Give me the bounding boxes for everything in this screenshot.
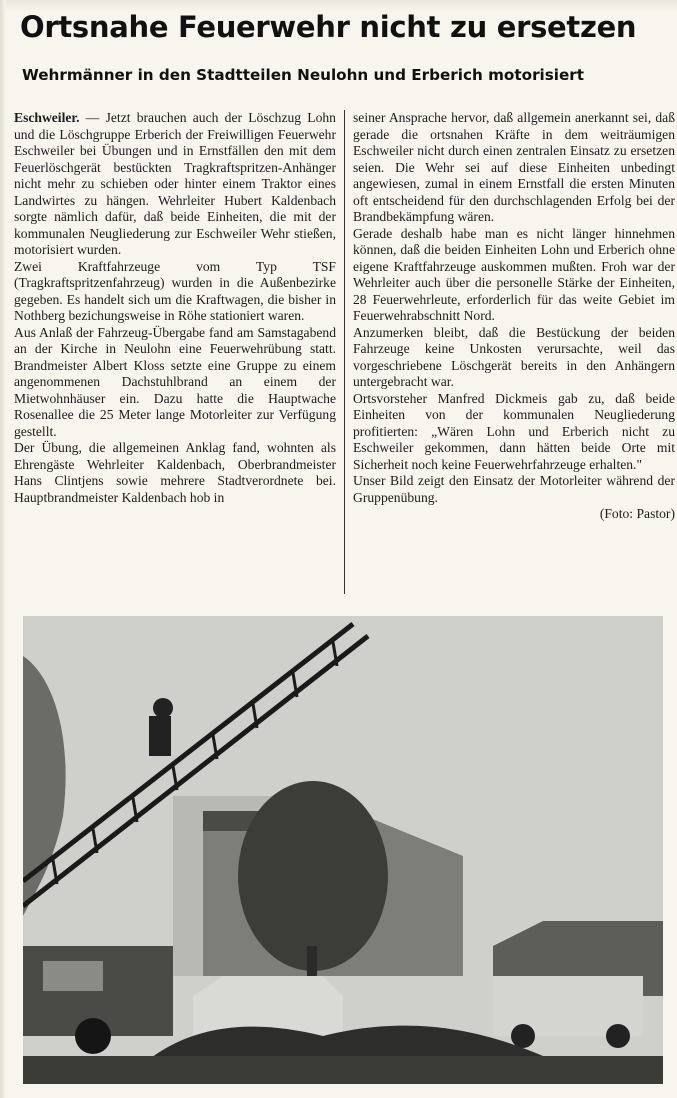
article-paragraph: Aus Anlaß der Fahrzeug-Übergabe fand am Samstagabend an der Kirche in Neulohn eine Feuerwehrübung statt. Brandmeister Albert Kloss setzte eine Gruppe zu einem angenommenen Dachstuhlbrand an einem der Mietwohnhäuser ein. Dazu hatte die Hauptwache Rosenallee die 25 Meter lange Motorleiter zur Verfügung gestellt. <box>14 324 336 439</box>
photo-credit: (Foto: Pastor) <box>599 506 675 521</box>
van-wheel <box>511 1024 535 1048</box>
headline: Ortsnahe Feuerwehr nicht zu ersetzen <box>20 10 637 44</box>
article-paragraph: Anzumerken bleibt, daß die Bestückung der beiden Fahrzeuge keine Unkosten verursachte, weil das vorgeschriebene Löschgerät bereits in den Anhängern untergebracht war. <box>353 324 675 389</box>
subheadline: Wehrmänner in den Stadtteilen Neulohn und Erberich motorisiert <box>22 66 585 84</box>
photo-fire-ladder-exercise <box>23 616 663 1084</box>
firefighter-head <box>153 698 173 718</box>
tree-center <box>238 781 388 971</box>
page-edge-left <box>0 0 6 1098</box>
fire-truck-window <box>43 961 103 991</box>
firefighter-body <box>149 716 171 756</box>
article-paragraph <box>14 110 336 259</box>
fire-truck-wheel <box>75 1018 111 1054</box>
parked-car <box>193 976 343 1036</box>
article-paragraph: Der Übung, die allgemeinen Anklag fand, wohnten als Ehrengäste Wehrleiter Kaldenbach, Oberbrandmeister Hans Clintjens sowie mehrere Stadtverordnete bei. Hauptbrandmeister Kaldenbach hob in <box>14 440 336 505</box>
column-divider <box>344 110 345 594</box>
article-column-right <box>353 110 675 523</box>
van-wheel <box>606 1024 630 1048</box>
article-paragraph: Zwei Kraftfahrzeuge vom Typ TSF (Tragkraftspritzenfahrzeug) wurden in die Außenbezirke gegeben. Es handelt sich um die Kraftwagen, die bisher in Nothberg bezichungsweise in Röhe stationiert waren. <box>14 258 336 323</box>
article-paragraph: Unser Bild zeigt den Einsatz der Motorleiter während der Gruppenübung. <box>353 473 675 505</box>
dateline: Eschweiler. <box>14 110 80 125</box>
photo-illustration <box>23 616 663 1084</box>
article-paragraph: seiner Ansprache hervor, daß allgemein anerkannt sei, daß gerade die ortsnahen Kräfte in dem weiträumigen Eschweiler nicht durch einen zentralen Einsatz zu ersetzen seien. Die Wehr sei auf diese Einheiten unbedingt angewiesen, zumal in einem Ernstfall die ersten Minuten oft entscheidend für den durchschlagenden Erfolg bei der Brandbekämpfung wären. <box>353 110 675 224</box>
ground <box>23 1056 663 1084</box>
article-paragraph: Gerade deshalb habe man es nicht länger hinnehmen können, daß die beiden Einheiten Lohn und Erberich ohne eigene Kraftfahrzeuge auskommen mußten. Froh war der Wehrleiter auch über die personelle Stärke der Einheiten, 28 Feuerwehrleute, erforderlich für das weite Gebiet im Feuerwehrabschnitt Nord. <box>353 225 675 323</box>
article-column-left <box>14 110 336 506</box>
paragraph-text: — Jetzt brauchen auch der Löschzug Lohn und die Löschgruppe Erberich der Freiwilligen Feuerwehr Eschweiler bei Übungen und in Ernstfällen den mit dem Feuerlöschgerät bestückten Tragkraftspritzen-Anhänger nicht mehr zu schieben oder hinter einem Traktor eines Landwirtes zu hängen. Wehrleiter Hubert Kaldenbach sorgte nämlich dafür, daß beide Einheiten, die mit der kommunalen Neugliederung zur Eschweiler Wehr stießen, motorisiert wurden. <box>14 110 336 257</box>
newspaper-clipping <box>8 4 675 1092</box>
article-paragraph: Ortsvorsteher Manfred Dickmeis gab zu, daß beide Einheiten von der kommunalen Neugliederung profitierten: „Wären Lohn und Erberich nicht zu Eschweiler gekommen, dann hätten beide Orte mit Sicherheit noch keine Feuerwehrfahrzeuge erhalten." <box>353 390 675 472</box>
